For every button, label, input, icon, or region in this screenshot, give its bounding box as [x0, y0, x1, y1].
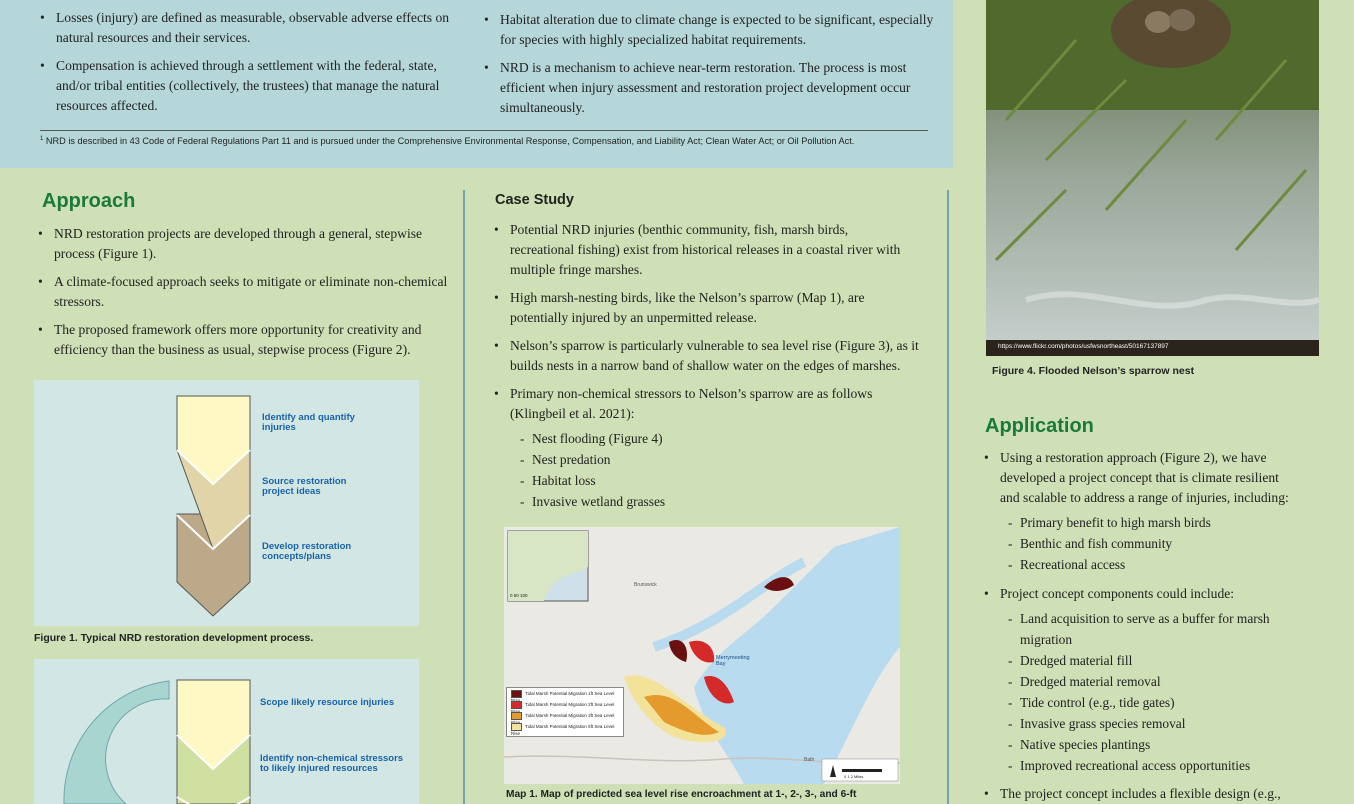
- intro-bullet-habitat: • Habitat alteration due to climate change is expected to be significant, especially for species with highly specialized habitat requirements.: [484, 10, 940, 50]
- figure1-diagram: [34, 380, 419, 626]
- figure2-step-1-label: Scope likely resource injuries: [260, 697, 395, 708]
- case-study-bullet-2: • High marsh-nesting birds, like the Nelson’s sparrow (Map 1), are potentially injured by an unpermitted release.: [494, 288, 910, 328]
- application-bullet-intro: • Using a restoration approach (Figure 2), we have developed a project concept that is climate resilient and scalable to address a range of injuries, including:: [984, 448, 1300, 508]
- application-bullet-flexible: • The project concept includes a flexible design (e.g.,: [984, 784, 1320, 804]
- case-study-heading: Case Study: [495, 192, 574, 208]
- figure1-step-3-label: Develop restoration concepts/plans: [262, 541, 352, 562]
- approach-bullet-1: • NRD restoration projects are developed through a general, stepwise process (Figure 1).: [38, 224, 454, 264]
- map1: [504, 527, 900, 784]
- legend-swatch: [511, 701, 522, 709]
- map1-graphic: [504, 527, 900, 784]
- legend-swatch: [511, 723, 522, 731]
- legend-label: Tidal Marsh Potential Migration 6ft Sea Level Rise: [511, 724, 615, 736]
- figure1-step-2-label: Source restoration project ideas: [262, 476, 347, 497]
- figure4-photo: [986, 0, 1319, 356]
- figure1-step-1-label: Identify and quantify injuries: [262, 412, 355, 433]
- figure4-caption: Figure 4. Flooded Nelson’s sparrow nest: [992, 365, 1195, 377]
- legend-swatch: [511, 712, 522, 720]
- component-item: - Dredged material removal: [1008, 671, 1161, 692]
- scale-bar-icon: [842, 769, 882, 772]
- approach-bullet-2: • A climate-focused approach seeks to mitigate or eliminate non-chemical stressors.: [38, 272, 454, 312]
- egg-icon: [1145, 11, 1171, 33]
- application-bullet-components: • Project concept components could include:: [984, 584, 1300, 604]
- nest-photo-graphic: [986, 0, 1319, 356]
- legend-label: Tidal Marsh Potential Migration 2ft Sea Level: [525, 702, 615, 708]
- application-heading: Application: [985, 415, 1094, 437]
- figure2-graphic: [34, 659, 419, 804]
- stressor-item: - Nest predation: [520, 449, 610, 470]
- injury-item: - Benthic and fish community: [1008, 533, 1172, 554]
- photo-credit: https://www.flickr.com/photos/usfwsnortheast/50167137897: [998, 343, 1169, 350]
- stressor-item: - Invasive wetland grasses: [520, 491, 665, 512]
- column-divider-right: [947, 190, 949, 804]
- map1-legend: [506, 687, 624, 737]
- column-divider-left: [463, 190, 465, 804]
- component-item: - Invasive grass species removal: [1008, 713, 1185, 734]
- component-item: - Native species plantings: [1008, 734, 1150, 755]
- legend-label: Tidal Marsh Potential Migration 1ft Sea Level: [525, 691, 615, 697]
- figure2-diagram: [34, 659, 419, 804]
- map-place-label: Merrymeeting Bay: [716, 655, 750, 667]
- case-study-bullet-1: • Potential NRD injuries (benthic community, fish, marsh birds, recreational fishing) exist from historical releases in a coastal river with multiple fringe marshes.: [494, 220, 910, 280]
- intro-bullet-nrd-mechanism: • NRD is a mechanism to achieve near-term restoration. The process is most efficient when injury assessment and restoration project development occur simultaneously.: [484, 58, 928, 118]
- footnote-mark: 1: [40, 136, 44, 142]
- component-item: - Land acquisition to serve as a buffer for marsh migration: [1008, 608, 1290, 650]
- component-item: - Tide control (e.g., tide gates): [1008, 692, 1175, 713]
- component-item: - Dredged material fill: [1008, 650, 1132, 671]
- map1-inset-scale: 0 50 100: [510, 593, 528, 598]
- footnote: [40, 136, 854, 146]
- footnote-text: NRD is described in 43 Code of Federal Regulations Part 11 and is pursued under the Comprehensive Environmental Response, Compensation, and Liability Act; Clean Water Act; or Oil Pollution Act.: [45, 136, 855, 147]
- egg-icon: [1169, 9, 1195, 31]
- footnote-divider: [40, 130, 928, 131]
- map-place-label: Bath: [804, 757, 815, 763]
- injury-item: - Primary benefit to high marsh birds: [1008, 512, 1211, 533]
- map-place-label: Brunswick: [634, 582, 657, 588]
- case-study-bullet-3: • Nelson’s sparrow is particularly vulnerable to sea level rise (Figure 3), as it builds nests in a narrow band of shallow water on the edges of marshes.: [494, 336, 920, 376]
- injury-item: - Recreational access: [1008, 554, 1125, 575]
- stressor-item: - Habitat loss: [520, 470, 596, 491]
- approach-heading: Approach: [42, 190, 136, 212]
- stressor-item: - Nest flooding (Figure 4): [520, 428, 663, 449]
- case-study-bullet-4: • Primary non-chemical stressors to Nelson’s sparrow are as follows (Klingbeil et al. 2021):: [494, 384, 910, 424]
- figure2-cycle-arrow: [64, 681, 169, 804]
- component-item: - Improved recreational access opportunities: [1008, 755, 1250, 776]
- approach-bullet-3: • The proposed framework offers more opportunity for creativity and efficiency than the business as usual, stepwise process (Figure 2).: [38, 320, 454, 360]
- map1-caption: Map 1. Map of predicted sea level rise encroachment at 1-, 2-, 3-, and 6-ft: [506, 789, 857, 800]
- figure2-step-2-label: Identify non-chemical stressors to likely injured resources: [260, 753, 404, 774]
- map1-scale-label: 0 1 2 Miles: [844, 774, 864, 779]
- intro-band: [0, 0, 953, 168]
- map1-legend-item-6ft: [511, 723, 623, 736]
- legend-swatch: [511, 690, 522, 698]
- intro-bullet-compensation: • Compensation is achieved through a settlement with the federal, state, and/or tribal entities (collectively, the trustees) that manage the natural resources affected.: [40, 56, 456, 116]
- intro-bullet-losses: • Losses (injury) are defined as measurable, observable adverse effects on natural resources and their services.: [40, 8, 456, 48]
- legend-label: Tidal Marsh Potential Migration 3ft Sea Level: [525, 713, 615, 719]
- figure1-caption: Figure 1. Typical NRD restoration development process.: [34, 632, 314, 644]
